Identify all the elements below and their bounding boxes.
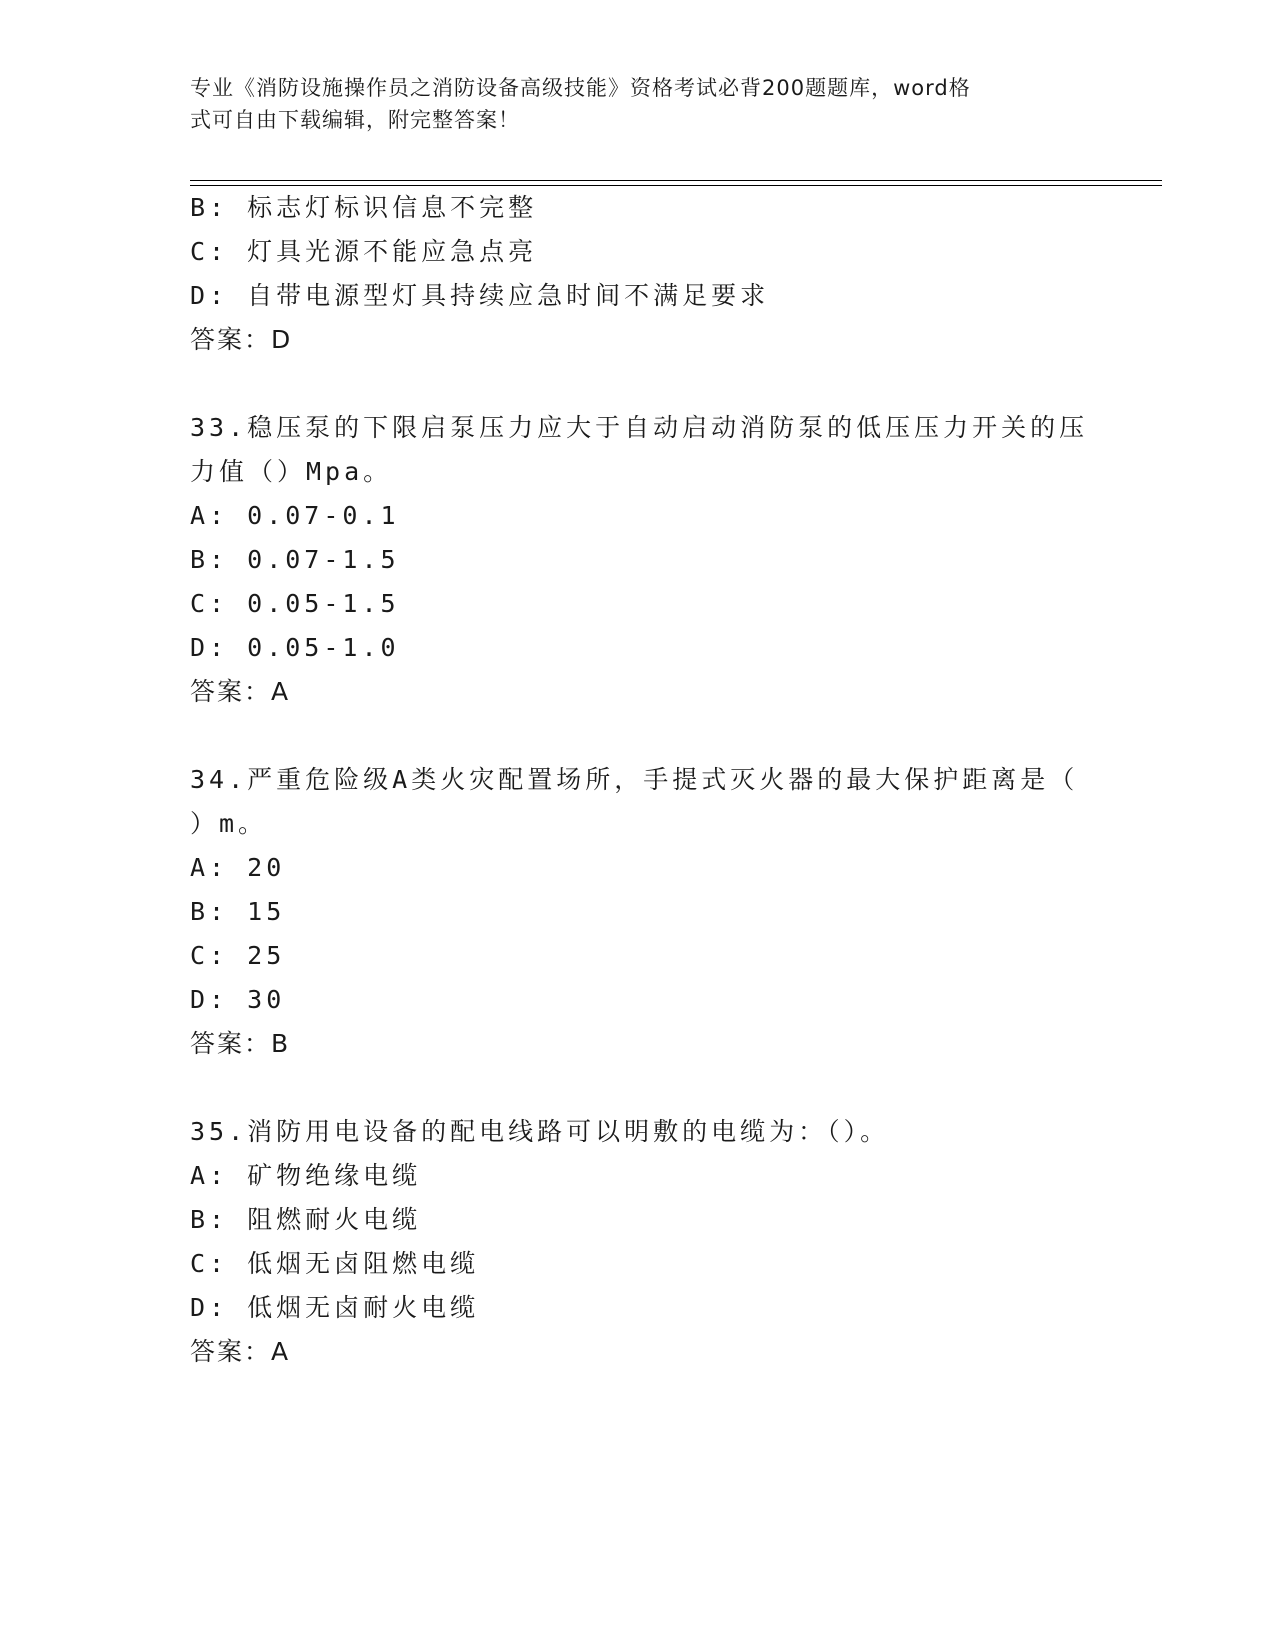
q32-answer: 答案：D [190, 325, 293, 354]
header-line-2: 式可自由下载编辑，附完整答案！ [190, 108, 520, 132]
q35-option-d: D: 低烟无卤耐火电缆 [190, 1293, 480, 1322]
q34-option-a: A: 20 [190, 853, 286, 882]
q34-question-line-2: ）m。 [190, 809, 268, 838]
q34-answer: 答案：B [190, 1029, 291, 1058]
q33-option-a: A: 0.07-0.1 [190, 501, 400, 530]
q34-option-d: D: 30 [190, 985, 286, 1014]
q35-question-line-1: 35.消防用电设备的配电线路可以明敷的电缆为：（）。 [190, 1117, 890, 1146]
q34-question-line-1: 34.严重危险级A类火灾配置场所，手提式灭火器的最大保护距离是（ [190, 765, 1079, 794]
q35-option-a: A: 矿物绝缘电缆 [190, 1161, 422, 1190]
q33-option-c: C: 0.05-1.5 [190, 589, 400, 618]
header-line-1: 专业《消防设施操作员之消防设备高级技能》资格考试必背200题题库，word格 [190, 76, 971, 100]
q33-option-d: D: 0.05-1.0 [190, 633, 400, 662]
q35-answer: 答案：A [190, 1337, 291, 1366]
document-header [190, 72, 1080, 136]
q34-option-c: C: 25 [190, 941, 286, 970]
header-divider-top [190, 180, 1162, 181]
q34-option-b: B: 15 [190, 897, 286, 926]
q32-option-c: C: 灯具光源不能应急点亮 [190, 237, 538, 266]
q33-answer: 答案：A [190, 677, 291, 706]
q33-question-line-2: 力值（）Mpa。 [190, 457, 393, 486]
q32-option-d: D: 自带电源型灯具持续应急时间不满足要求 [190, 281, 770, 310]
q33-option-b: B: 0.07-1.5 [190, 545, 400, 574]
q35-option-b: B: 阻燃耐火电缆 [190, 1205, 422, 1234]
q32-option-b: B: 标志灯标识信息不完整 [190, 193, 538, 222]
header-divider-bottom [190, 185, 1162, 186]
q35-option-c: C: 低烟无卤阻燃电缆 [190, 1249, 480, 1278]
q33-question-line-1: 33.稳压泵的下限启泵压力应大于自动启动消防泵的低压压力开关的压 [190, 413, 1089, 442]
